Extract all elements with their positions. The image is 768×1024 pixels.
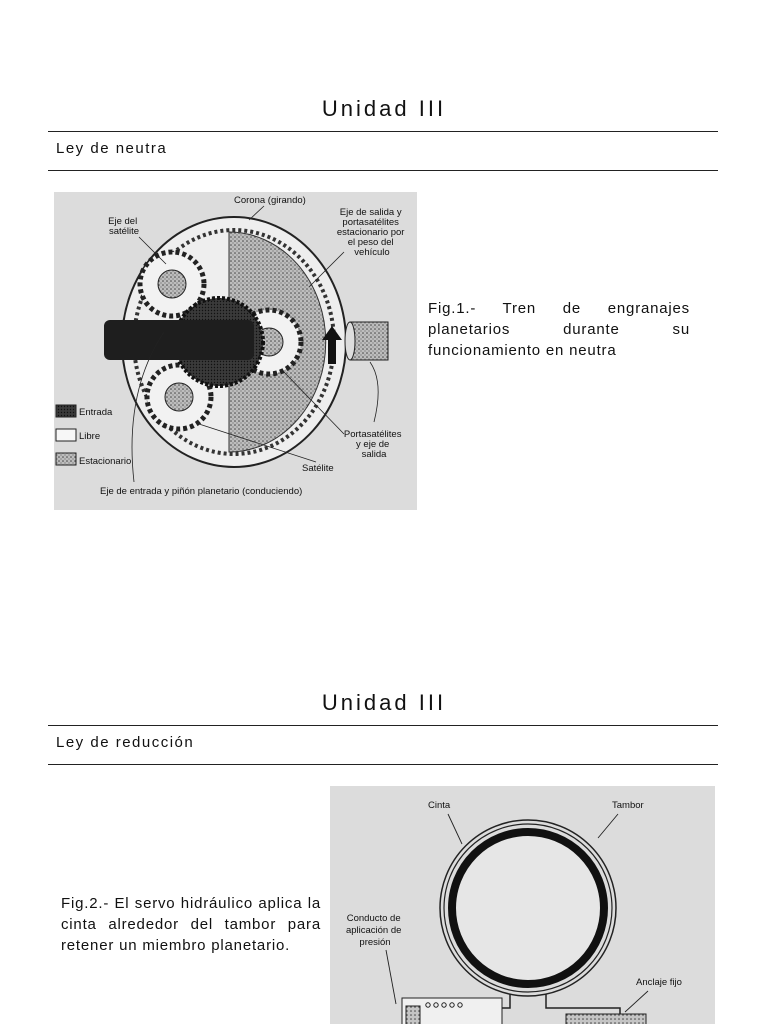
unit-title: Unidad III bbox=[321, 96, 447, 121]
legend-swatch-libre bbox=[56, 429, 76, 441]
figure-caption: Fig.2.- El servo hidráulico aplica la cinta alrededor del tambor para retener un miembro planetario. bbox=[61, 895, 321, 954]
legend-label: Estacionario bbox=[79, 456, 132, 467]
figure-label: Conducto de aplicación de presión bbox=[345, 913, 402, 948]
figure-label: Eje de salida y portasatélites estacionario por el peso del vehículo bbox=[336, 207, 405, 258]
section-label: Ley de reducción bbox=[56, 734, 195, 751]
divider bbox=[48, 131, 718, 132]
figure-label: Portasatélites y eje de salida bbox=[343, 429, 402, 460]
drum-shape bbox=[452, 832, 604, 984]
figure-label: Eje del satélite bbox=[108, 216, 140, 237]
unit-title: Unidad III bbox=[321, 690, 447, 715]
figure-label: Corona (girando) bbox=[234, 195, 306, 206]
legend-label: Entrada bbox=[79, 407, 113, 418]
legend-label: Libre bbox=[79, 431, 101, 442]
figure-label: Cinta bbox=[428, 800, 451, 811]
divider bbox=[48, 764, 718, 765]
planetary-gear-figure bbox=[54, 192, 417, 510]
legend-swatch-estacionario bbox=[56, 453, 76, 465]
divider bbox=[48, 170, 718, 171]
output-shaft bbox=[350, 322, 388, 360]
figure-label: Tambor bbox=[612, 800, 644, 811]
figure-label: Eje de entrada y piñón planetario (conduciendo) bbox=[100, 486, 303, 497]
anchor-block bbox=[566, 1014, 646, 1024]
legend bbox=[56, 405, 131, 467]
figure-caption: Fig.1.- Tren de engranajes planetarios durante su funcionamiento en neutra bbox=[428, 300, 690, 359]
section-label: Ley de neutra bbox=[56, 140, 168, 157]
divider bbox=[48, 725, 718, 726]
input-shaft bbox=[104, 320, 254, 360]
band-servo-figure bbox=[330, 786, 715, 1024]
figure-label: Satélite bbox=[302, 463, 334, 474]
figure-label: Anclaje fijo bbox=[636, 977, 682, 988]
legend-swatch-entrada bbox=[56, 405, 76, 417]
